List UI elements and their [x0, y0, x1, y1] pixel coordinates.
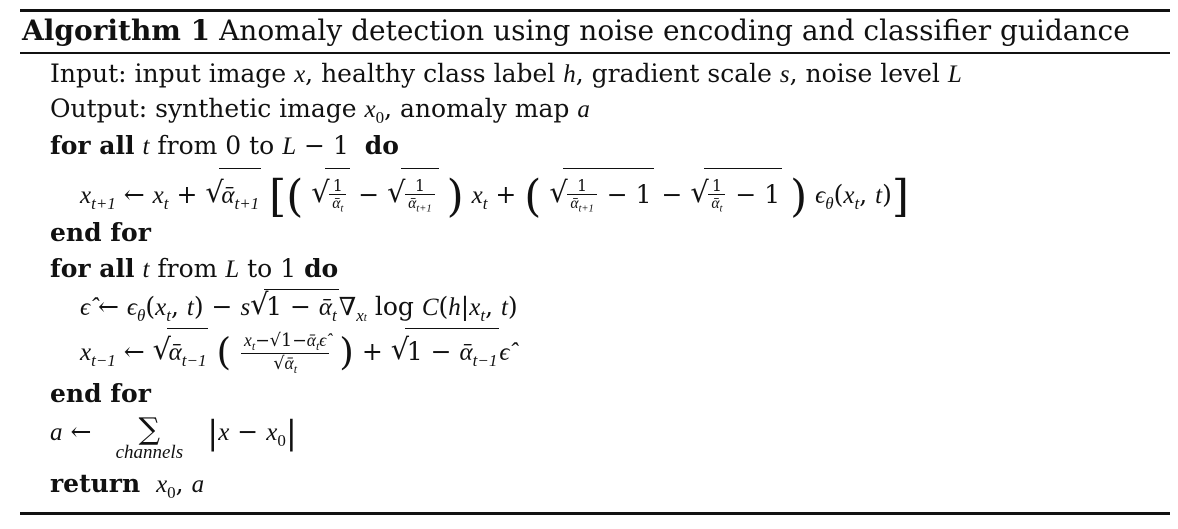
kw-for-all-1: for all: [50, 131, 135, 160]
from-2: from: [157, 254, 218, 283]
sum-limit: channels: [115, 442, 184, 463]
kw-end-for-2: end for: [50, 379, 151, 408]
kw-return: return: [50, 469, 141, 498]
eps-hat-equation: ϵ̂ ← $\epsilon_\theta(x_t$, t) − s√ $1 - ᾱ_t\nabla_{xt}$ $\log C(h|x_t$, t): [80, 289, 518, 323]
for-loop-2: for all t from L to 1 do: [50, 254, 339, 283]
to-1: to: [249, 131, 275, 160]
anomaly-map-equation: a ← ∑ channels $|x - x_0|$: [50, 412, 297, 463]
reverse-update-equation: $x_{t-1}$ ← √ ᾱ$_{t-1}$ ( $\frac{x_t-√1-ᾱ_t\epsilon̂}{√ᾱ_t}$ ) + √ 1 − ᾱ$_{t-1}$ϵ̂: [80, 328, 509, 374]
kw-end-for-1: end for: [50, 218, 151, 247]
algorithm-header: [22, 12, 1130, 50]
algorithm-label: Algorithm 1: [22, 14, 211, 47]
return-line: return $x_0$, a: [50, 469, 205, 502]
output-line: Output: synthetic image $x_0$, anomaly map a: [50, 94, 590, 127]
output-prefix: Output:: [50, 94, 148, 123]
forward-update-equation: $x_{t+1}$ ← $x_t$ + √ ᾱ$_{t+1}$ [( √ $\frac{1}{ᾱ_t}$ − √ $\frac{1}{ᾱ_{t+1}}$ ) $x_t$ + ( √ $\frac{1}{ᾱ_{t+1}}$ − 1 − √ $\frac{1}{ᾱ_t}$ − 1 ) $\epsilon_\theta(x_t$, t)]: [80, 168, 909, 220]
end-for-2: [50, 377, 151, 411]
kw-do-1: do: [364, 131, 399, 160]
kw-for-all-2: for all: [50, 254, 135, 283]
sum-symbol: ∑ channels: [99, 415, 199, 461]
header-rule: [20, 52, 1170, 54]
input-prefix: Input:: [50, 59, 127, 88]
end-for-1: [50, 216, 151, 250]
for-loop-1: for all t from 0 to L − 1 do: [50, 131, 399, 160]
from-1: from: [157, 131, 218, 160]
bottom-rule: [20, 512, 1170, 515]
input-line: Input: input image x, healthy class label h, gradient scale s, noise level L: [50, 59, 962, 88]
algorithm-title: Anomaly detection using noise encoding and classifier guidance: [219, 14, 1130, 47]
kw-do-2: do: [304, 254, 339, 283]
to-2: to: [247, 254, 273, 283]
